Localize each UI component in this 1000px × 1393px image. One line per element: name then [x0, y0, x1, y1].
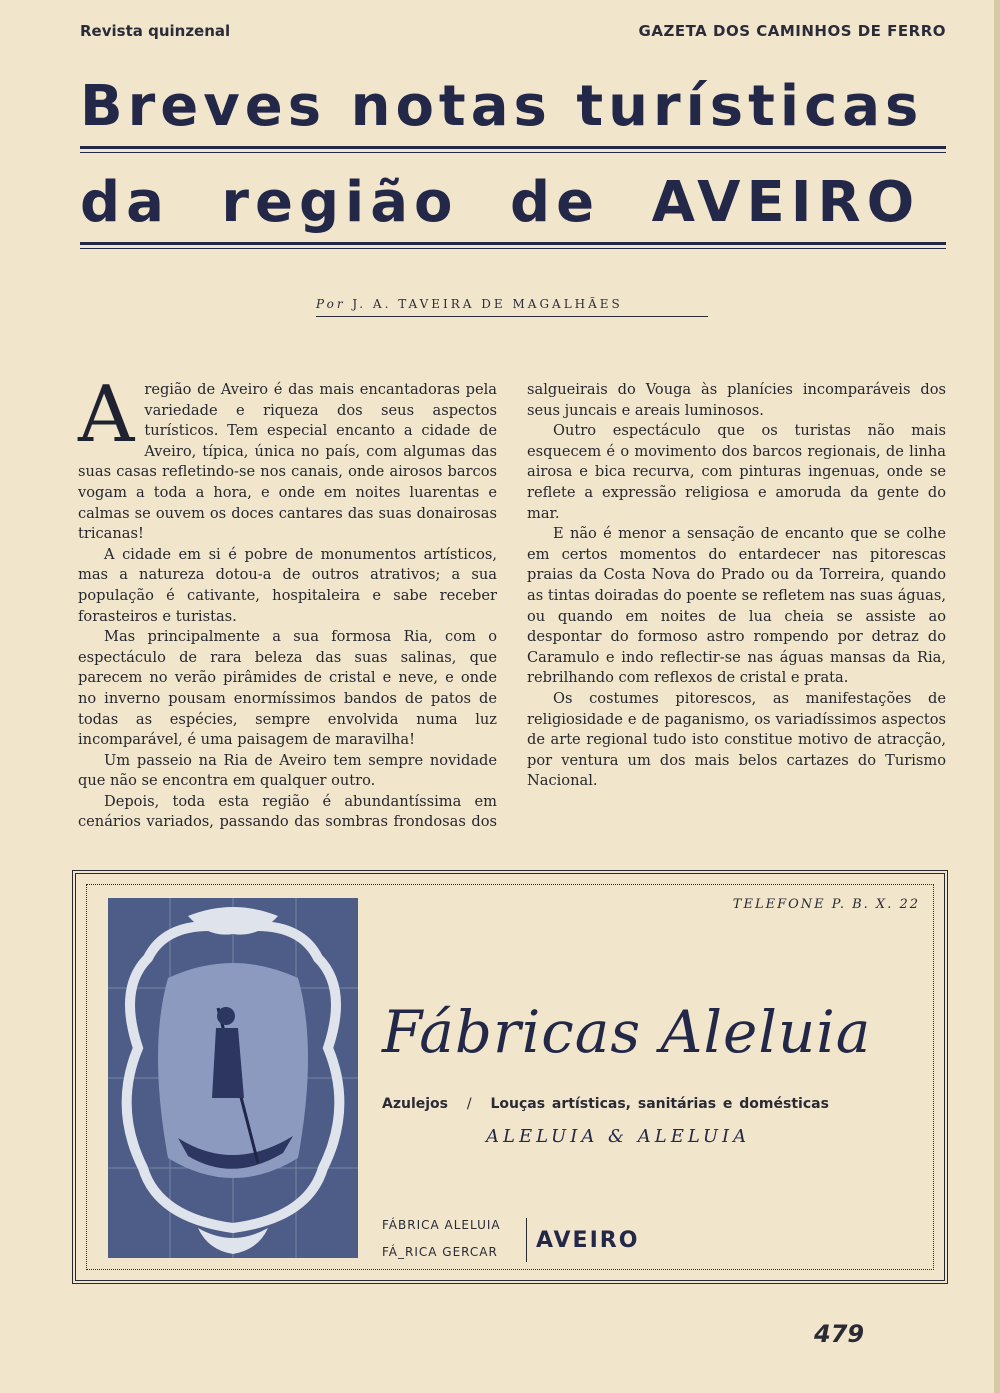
city-name: AVEIRO [536, 1228, 640, 1253]
product-separator: / [466, 1096, 472, 1112]
drop-cap: A [78, 370, 135, 460]
article-paragraph: Um passeio na Ria de Aveiro tem sempre novidade que não se encontra em qualquer outro. [78, 751, 497, 790]
factory-name-2: FÁ_RICA GERCAR [382, 1245, 498, 1259]
azulejo-illustration [108, 898, 358, 1258]
running-head-right: GAZETA DOS CAMINHOS DE FERRO [638, 22, 946, 40]
article-body [78, 370, 946, 840]
boatman-head [217, 1007, 235, 1025]
title-rule-1-thin [80, 152, 946, 153]
factory-brace [526, 1218, 527, 1262]
article-paragraph: Depois, toda esta região é abundantíssima em cenários variados, passando das sombras frondosas dos salgueirais do Vouga às planícies incomparáveis dos seus juncais e areais luminosos. [78, 381, 946, 831]
telephone-number: TELEFONE P. B. X. 22 [732, 897, 920, 912]
azulejo-tile-image [108, 898, 358, 1258]
article-paragraph: E não é menor a sensação de encanto que se colhe em certos momentos do entardecer nas pitorescas praias da Costa Nova do Prado ou da Torreira, quando as tintas doiradas do poente se refletem nas suas águas, ou quando em noites de lua cheia se assiste ao despontar do formoso astro rompendo por detraz do Caramulo e indo reflectir-se nas águas mansas da Ria, rebrilhando com reflexos de cristal e prata. [527, 525, 946, 687]
paragraph-text: região de Aveiro é das mais encantadoras pela variedade e riqueza dos seus aspectos turísticos. Tem especial encanto a cidade de Aveiro, típica, única no país, com algumas das suas casas refletindo-se nos canais, onde airosos barcos vogam a toda a hora, e onde em noites luarentas e calmas se ouvem os doces cantares das suas donairosas tricanas! [78, 381, 497, 543]
title-rule-2 [80, 242, 946, 245]
article-title-line-2: da região de AVEIRO [80, 170, 921, 235]
article-paragraph: Mas principalmente a sua formosa Ria, com o espectáculo de rara beleza das suas salinas, que parecem no verão pirâmides de cristal e neve, e onde no inverno pousam enormíssimos bandos de patos de todas as espécies, sempre envolvida numa luz incomparável, é uma paisagem de maravilha! [78, 628, 497, 749]
title-rule-1 [80, 146, 946, 149]
article-title-line-1: Breves notas turísticas [80, 74, 924, 139]
brand-subtitle: ALELUIA & ALELUIA [486, 1126, 751, 1147]
product-tiles: Azulejos [382, 1096, 448, 1112]
title-rule-2-thin [80, 248, 946, 249]
byline-author: J. A. TAVEIRA DE MAGALHÃES [352, 297, 623, 311]
byline-underline [316, 316, 708, 317]
product-ceramics: Louças artísticas, sanitárias e domésticas [490, 1096, 829, 1112]
byline [316, 297, 623, 311]
byline-prefix: Por [316, 297, 346, 311]
product-line [382, 1096, 922, 1112]
article-paragraph: Outro espectáculo que os turistas não mais esquecem é o movimento dos barcos regionais, de linha airosa e bica recurva, com pinturas ingenuas, onde se reflete a expressão religiosa e amoruda da gente do mar. [527, 422, 946, 522]
brand-name: Fábricas Aleluia [382, 998, 872, 1066]
article-paragraph: Os costumes pitorescos, as manifestações de religiosidade e de paganismo, os variadíssimos aspectos de arte regional tudo isto constitue motivo de atracção, por ventura um dos mais belos cartazes do Turismo Nacional. [527, 689, 946, 790]
article-paragraph: A cidade em si é pobre de monumentos artísticos, mas a natureza dotou-a de outros atrativos; a sua população é cativante, hospitaleira e sabe receber forasteiros e turistas. [78, 545, 497, 625]
running-head-left: Revista quinzenal [80, 22, 231, 40]
factory-name-1: FÁBRICA ALELUIA [382, 1218, 501, 1232]
page-number: 479 [814, 1320, 865, 1348]
page-edge [994, 0, 1000, 1393]
article-paragraph [78, 370, 497, 545]
